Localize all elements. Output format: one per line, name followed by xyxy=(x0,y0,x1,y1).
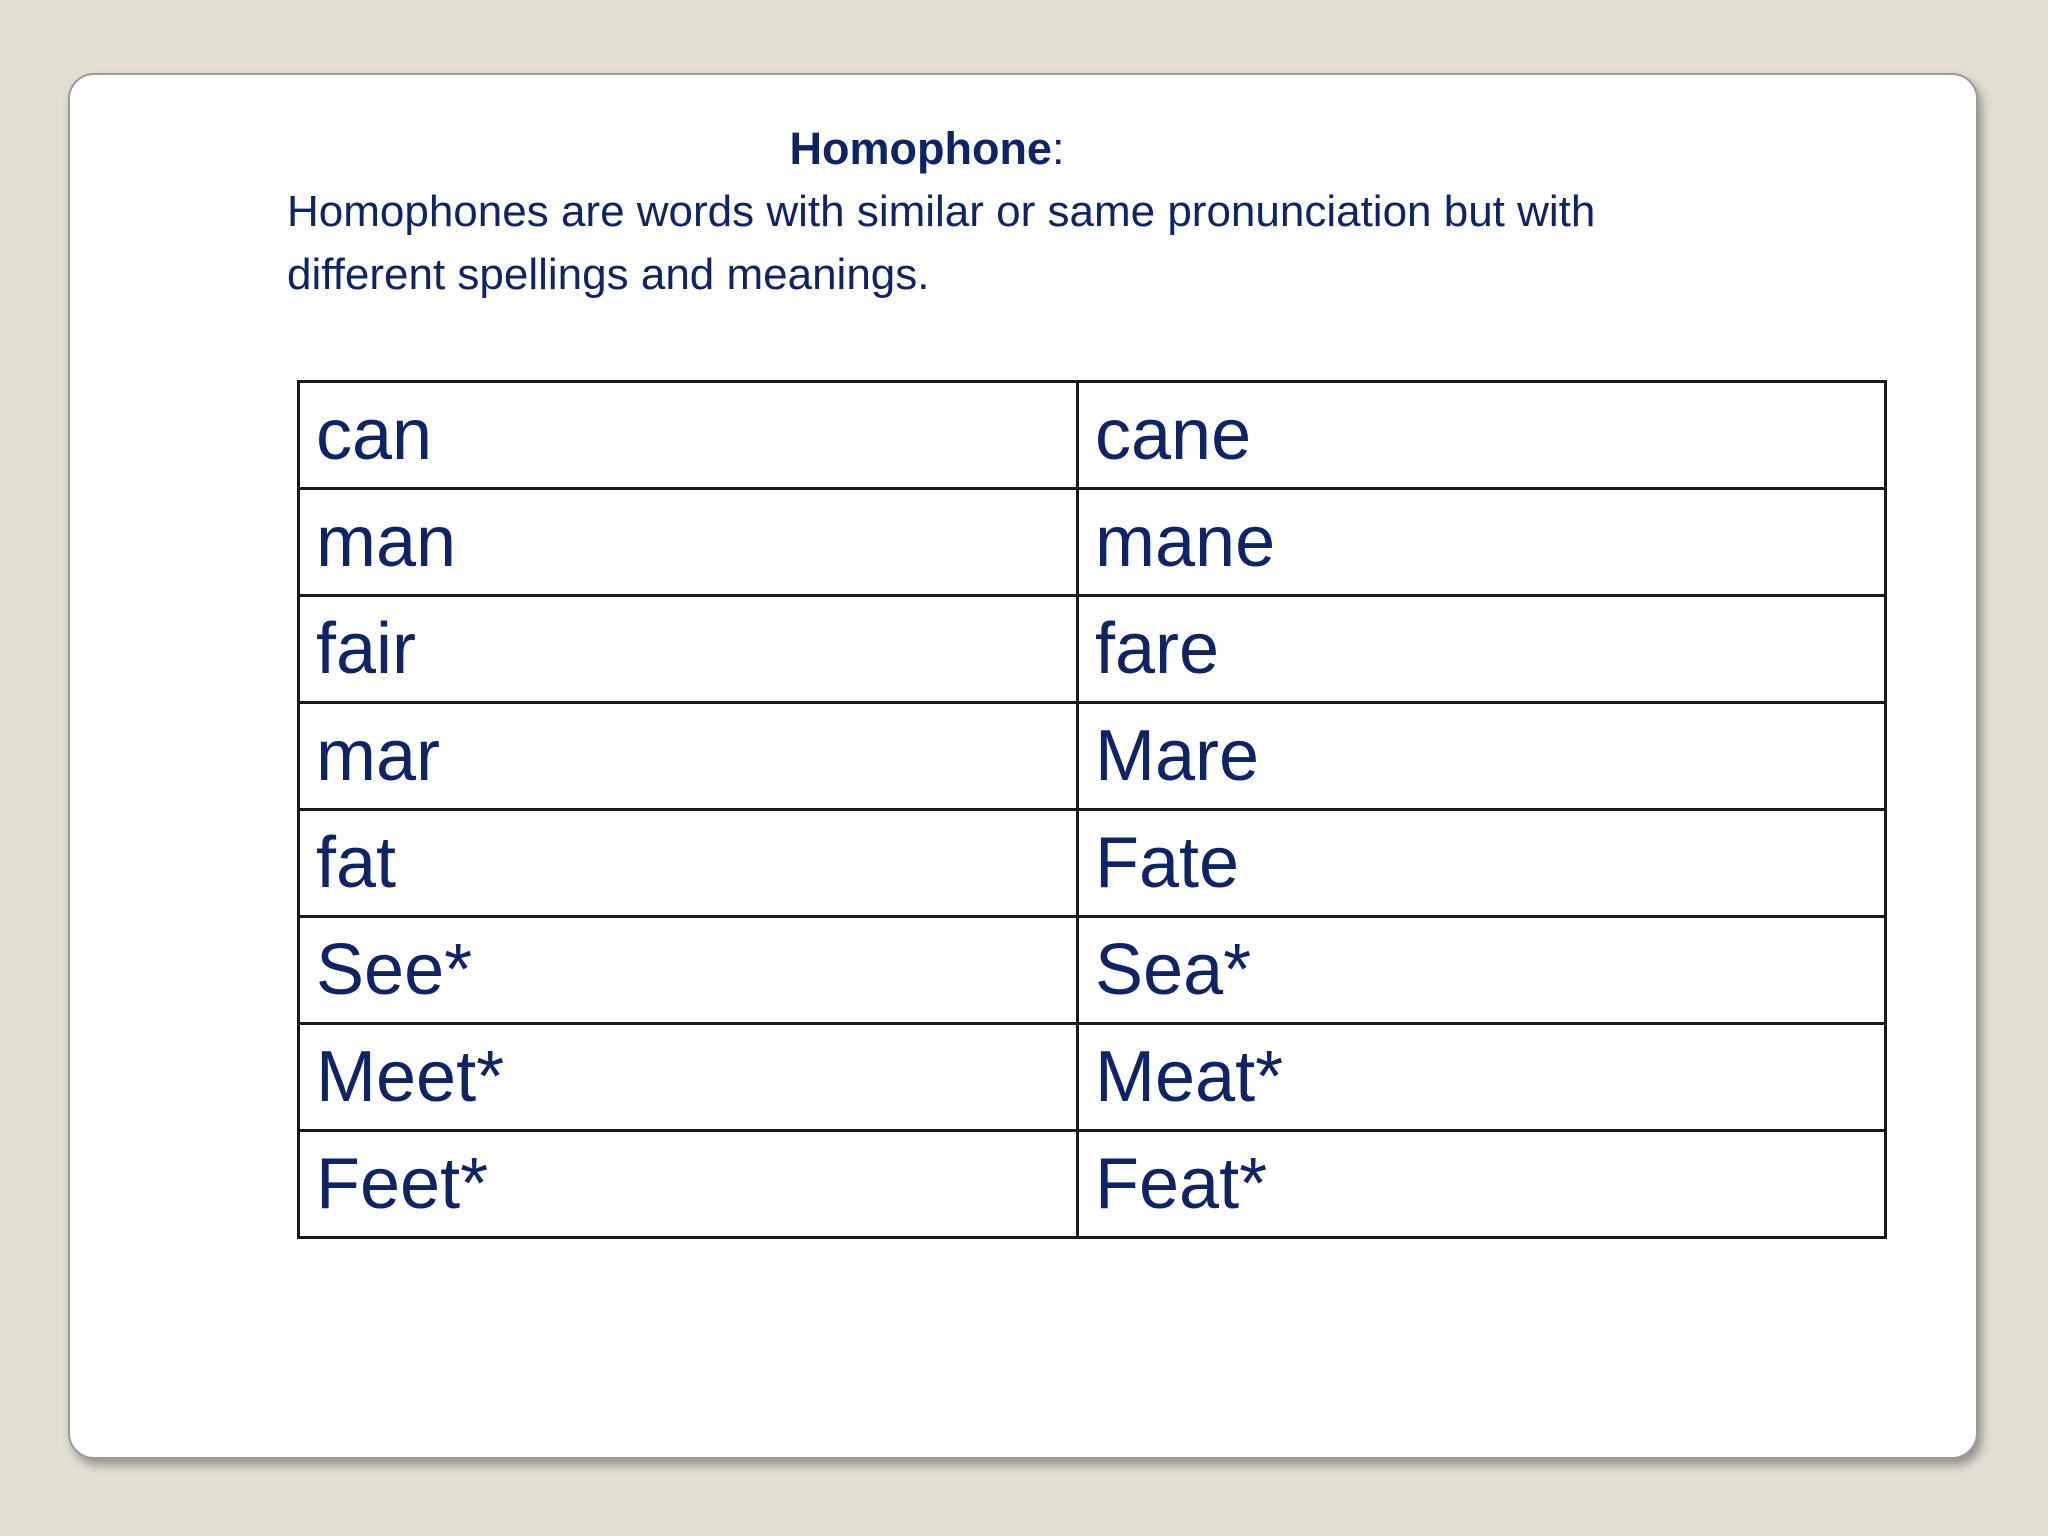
word-cell: fat xyxy=(299,810,1078,917)
definition-text xyxy=(287,180,1767,306)
word-cell: man xyxy=(299,489,1078,596)
table-row xyxy=(299,917,1886,1024)
definition-line-2: different spellings and meanings. xyxy=(287,250,930,299)
word-cell: can xyxy=(299,382,1078,489)
word-cell: mar xyxy=(299,703,1078,810)
homophone-cell: Mare xyxy=(1078,703,1886,810)
definition-line-1: Homophones are words with similar or same pronunciation but with xyxy=(287,187,1596,236)
word-cell: Feet* xyxy=(299,1131,1078,1238)
table-row xyxy=(299,1024,1886,1131)
homophone-cell: fare xyxy=(1078,596,1886,703)
page-title: Homophone xyxy=(789,123,1052,174)
table-row xyxy=(299,1131,1886,1238)
title-colon: : xyxy=(1051,123,1065,174)
table-row xyxy=(299,382,1886,489)
table-row xyxy=(299,596,1886,703)
title-line xyxy=(87,118,1767,180)
homophone-table xyxy=(297,380,1887,1239)
homophone-cell: Meat* xyxy=(1078,1024,1886,1131)
heading-block xyxy=(287,118,1767,306)
homophone-cell: mane xyxy=(1078,489,1886,596)
homophone-cell: Sea* xyxy=(1078,917,1886,1024)
word-cell: Meet* xyxy=(299,1024,1078,1131)
table-row xyxy=(299,703,1886,810)
homophone-cell: cane xyxy=(1078,382,1886,489)
word-cell: fair xyxy=(299,596,1078,703)
homophone-cell: Feat* xyxy=(1078,1131,1886,1238)
homophone-cell: Fate xyxy=(1078,810,1886,917)
table-row xyxy=(299,489,1886,596)
word-cell: See* xyxy=(299,917,1078,1024)
table-row xyxy=(299,810,1886,917)
